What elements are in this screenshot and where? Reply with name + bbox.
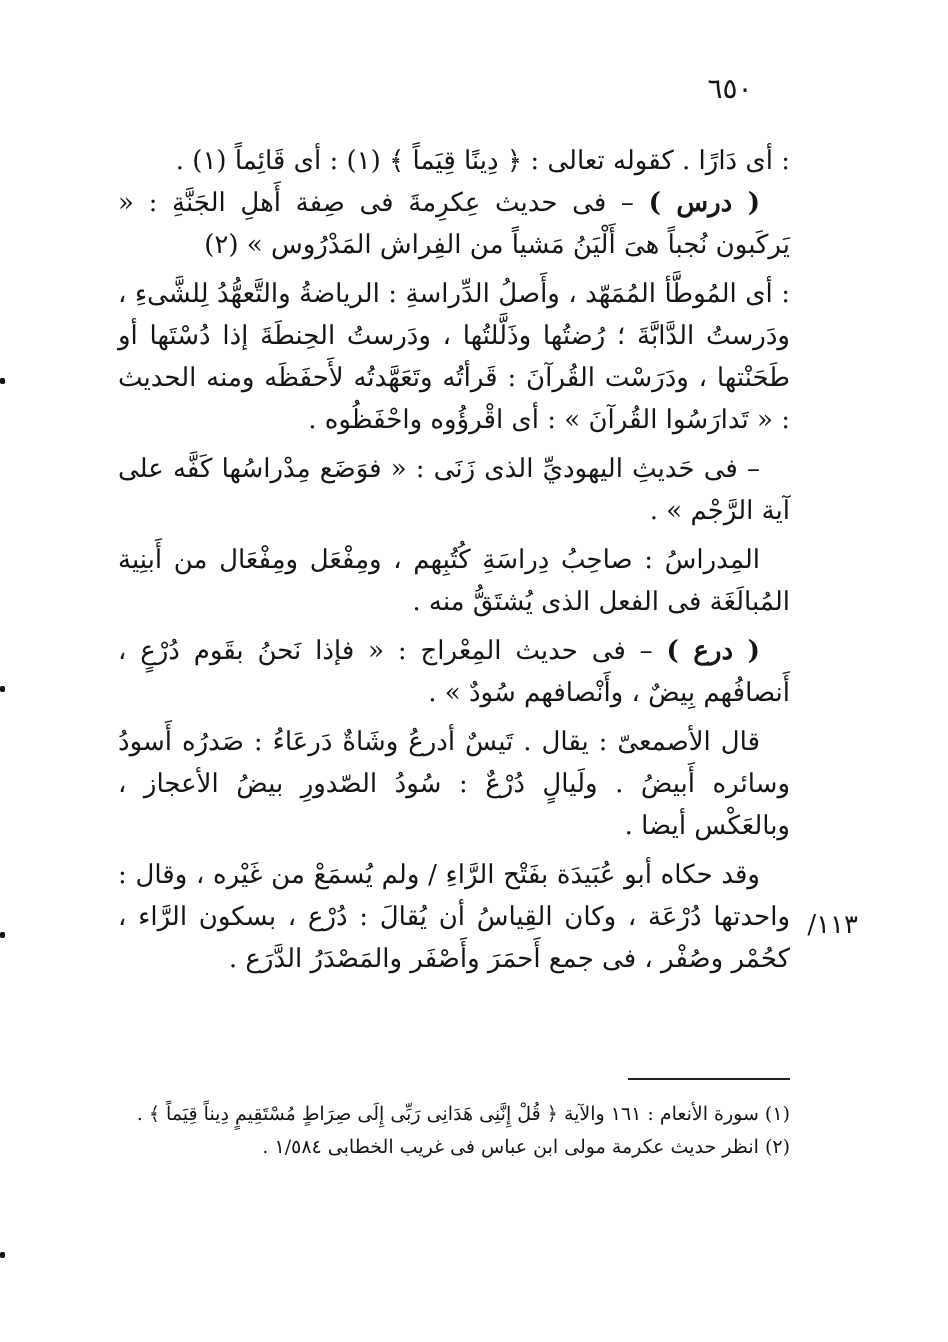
entry-paragraph: ( درس ) – فى حديث عِكرِمةَ فى صِفة أَهلِ الجَنَّةِ : « يَركَبون نُجباً هىَ أَلْيَنُ مَشياً من الفِراش المَدْرُوس » (٢) <box>118 188 790 260</box>
footnote: (١) سورة الأنعام : ١٦١ والآية ﴿ قُلْ إِنَّنِى هَدَانِى رَبِّى إِلَى صِرَاطٍ مُسْتَقِيمٍ دِيناً قِيَماً ﴾ . <box>136 1103 790 1125</box>
body-text <box>118 140 790 980</box>
page-number: ٦٥٠ <box>707 72 753 105</box>
entry-heading: ( درع ) <box>666 636 760 666</box>
paragraph: قال الأصمعىّ : يقال . تَيسٌ أدرعُ وشَاةٌ دَرعَاءُ : صَدرُه أَسودُ وسائره أَبيضُ . ولَيالٍ دُرْعٌ : سُودُ الصّدورِ بيضُ الأعجاز ، وبالعَكْس أيضا . <box>118 727 790 841</box>
footnotes <box>118 1098 790 1164</box>
paragraph: – فى حَديثِ اليهوديِّ الذى زَنَى : « فوَضَع مِدْراسُها كَفَّه على آية الرَّجْم » . <box>118 454 790 526</box>
scan-edge-mark <box>0 932 5 938</box>
paragraph: وقد حكاه أبو عُبَيدَة بفَتْح الرَّاءِ / ولم يُسمَعْ من غَيْره ، وقال : واحدتها دُرْعَة ، وكان القِياسُ أن يُقالَ : دُرْع ، بسكون الرَّاء ، كحُمْر وصُفْر ، فى جمع أَحمَرَ وأَصْفَر والمَصْدَرُ الدَّرَع . <box>118 860 790 974</box>
entry-heading: ( درس ) <box>648 188 760 218</box>
margin-page-reference: ١١٣/ <box>807 910 858 940</box>
footnote: (٢) انظر حديث عكرمة مولى ابن عباس فى غريب الخطابى ١/٥٨٤ . <box>262 1136 790 1158</box>
scan-edge-mark <box>0 1252 5 1258</box>
paragraph: المِدراسُ : صاحِبُ دِراسَةِ كُتُبِهم ، ومِفْعَل ومِفْعَال من أَبنِية المُبالَغَة فى الفعل الذى يُشتَقُّ منه . <box>118 545 790 617</box>
scan-edge-mark <box>0 686 5 692</box>
scan-edge-mark <box>0 378 5 384</box>
paragraph: : أى المُوطَّأ المُمَهّد ، وأَصلُ الدِّراسةِ : الرياضةُ والتَّعهُّدُ لِلشَّىءِ ، ودَرستُ الدَّابَّةَ ؛ رُضتُها وذَلَّلتُها ، ودَرستُ الحِنطَةَ إذا دُسْتَها أو طَحَنْتها ، ودَرَسْت القُرآنَ : قَرأتُه وتَعَهَّدتُه لأَحفَظَه ومنه الحديث : « تَدارَسُوا القُرآنَ » : أى اقْرؤُوه واحْفَظُوه . <box>118 279 790 435</box>
footnote-divider <box>628 1078 790 1080</box>
paragraph: : أى دَارًا . كقوله تعالى : ﴿ دِينًا قِيَماً ﴾ (١) : أى قَائِماً (١) . <box>175 146 790 176</box>
entry-paragraph: ( درع ) – فى حديث المِعْراج : « فإذا نَحنُ بقَوم دُرْعٍ ، أَنصافُهم بِيضٌ ، وأَنْصافهم سُودٌ » . <box>118 636 790 708</box>
